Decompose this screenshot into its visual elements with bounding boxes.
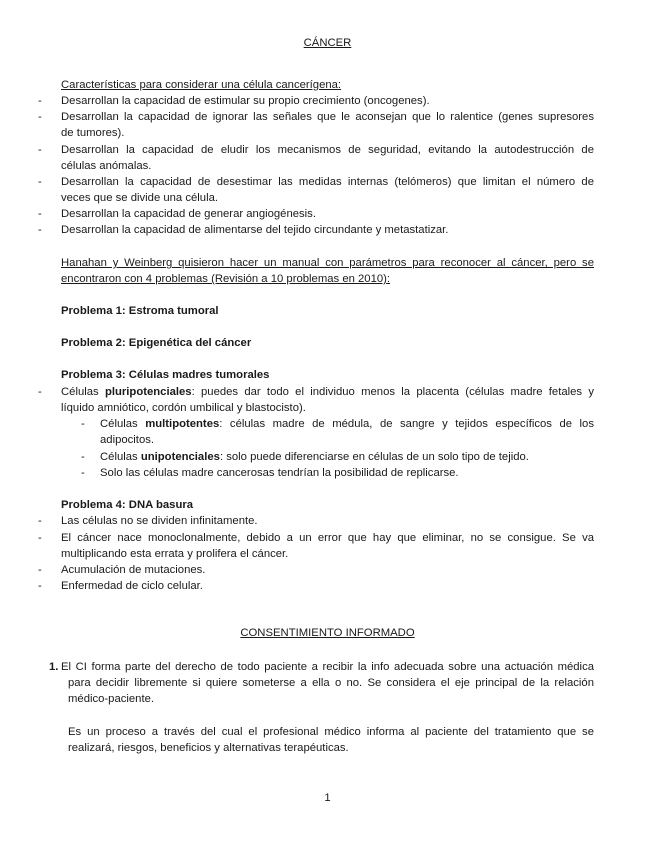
problem-4-item: Las células no se dividen infinitamente. (61, 515, 258, 527)
characteristic-item: Desarrollan la capacidad de eludir los mecanismos de seguridad, evitando la autodestrucción de (61, 144, 594, 156)
pluripotent-item (61, 384, 594, 400)
bullet-dash: - (38, 580, 42, 592)
text-run: : células madre de médula, de sangre y tejidos específicos de los (219, 418, 594, 430)
bullet-dash: - (38, 532, 42, 544)
text-run: Células (100, 418, 146, 430)
consent-heading: CONSENTIMIENTO INFORMADO (240, 627, 415, 639)
problem-2-heading: Problema 2: Epigenética del cáncer (61, 337, 252, 349)
problem-4-heading: Problema 4: DNA basura (61, 499, 194, 511)
characteristic-item: Desarrollan la capacidad de generar angiogénesis. (61, 208, 316, 220)
bullet-dash: - (81, 467, 85, 479)
multipotent-item-cont: adipocitos. (100, 434, 155, 446)
bullet-dash: - (38, 111, 42, 123)
problem-4-item-cont: multiplicando esta errata y prolifera el cáncer. (61, 548, 289, 560)
consent-paragraph-1-cont: para decidir libremente si quiere someterse a ella o no. Se considera el eje principal de la relación (68, 677, 594, 689)
text-run: : solo puede diferenciarse en células de un solo tipo de tejido. (219, 451, 529, 463)
bullet-dash: - (38, 564, 42, 576)
text-run: Células (100, 451, 141, 463)
pluripotent-item-cont: líquido amniótico, cordón umbilical y blastocisto). (61, 402, 306, 414)
unipotent-item (100, 449, 529, 465)
term-pluripotent: pluripotenciales (104, 386, 192, 398)
text-run: Células (61, 386, 105, 398)
consent-paragraph-1-cont: médico-paciente. (68, 693, 155, 705)
bullet-dash: - (81, 451, 85, 463)
consent-paragraph-1: El CI forma parte del derecho de todo paciente a recibir la info adecuada sobre una actuación médica (61, 661, 594, 673)
bullet-dash: - (38, 144, 42, 156)
hanahan-paragraph: Hanahan y Weinberg quisieron hacer un manual con parámetros para reconocer al cáncer, pero se (61, 257, 594, 269)
term-multipotent: multipotentes (145, 418, 220, 430)
characteristics-heading: Características para considerar una célula cancerígena: (61, 79, 342, 91)
problem-1-heading: Problema 1: Estroma tumoral (61, 305, 219, 317)
term-unipotent: unipotenciales (140, 451, 220, 463)
characteristic-item: Desarrollan la capacidad de ignorar las señales que le aconsejan que lo ralentice (genes supresores (61, 111, 594, 123)
characteristic-item-cont: células anómalas. (61, 160, 152, 172)
hanahan-paragraph-cont: encontraron con 4 problemas (Revisión a 10 problemas en 2010): (61, 273, 391, 285)
characteristic-item: Desarrollan la capacidad de estimular su propio crecimiento (oncogenes). (61, 95, 430, 107)
page-title: CÁNCER (303, 37, 352, 49)
problem-3-heading: Problema 3: Células madres tumorales (61, 369, 270, 381)
characteristic-item: Desarrollan la capacidad de desestimar las medidas internas (telómeros) que limitan el número de (61, 176, 594, 188)
bullet-dash: - (81, 418, 85, 430)
bullet-dash: - (38, 95, 42, 107)
page-number: 1 (324, 792, 331, 804)
bullet-dash: - (38, 208, 42, 220)
characteristic-item-cont: veces que se divide una célula. (61, 192, 219, 204)
problem-4-item: El cáncer nace monoclonalmente, debido a un error que hay que eliminar, no se consigue. Se va (61, 532, 594, 544)
characteristic-item-cont: de tumores). (61, 127, 125, 139)
bullet-dash: - (38, 176, 42, 188)
problem-4-item: Acumulación de mutaciones. (61, 564, 206, 576)
characteristic-item: Desarrollan la capacidad de alimentarse del tejido circundante y metastatizar. (61, 224, 449, 236)
multipotent-item (100, 416, 594, 432)
text-run: : puedes dar todo el individuo menos la placenta (células madre fetales y (191, 386, 594, 398)
problem-4-item: Enfermedad de ciclo celular. (61, 580, 203, 592)
bullet-dash: - (38, 515, 42, 527)
consent-paragraph-2-cont: realizará, riesgos, beneficios y alternativas terapéuticas. (68, 742, 349, 754)
bullet-dash: - (38, 386, 42, 398)
consent-paragraph-2: Es un proceso a través del cual el profesional médico informa al paciente del tratamiento que se (68, 726, 594, 738)
bullet-dash: - (38, 224, 42, 236)
list-number: 1. (49, 661, 59, 673)
cancer-stem-item: Solo las células madre cancerosas tendrían la posibilidad de replicarse. (100, 467, 459, 479)
